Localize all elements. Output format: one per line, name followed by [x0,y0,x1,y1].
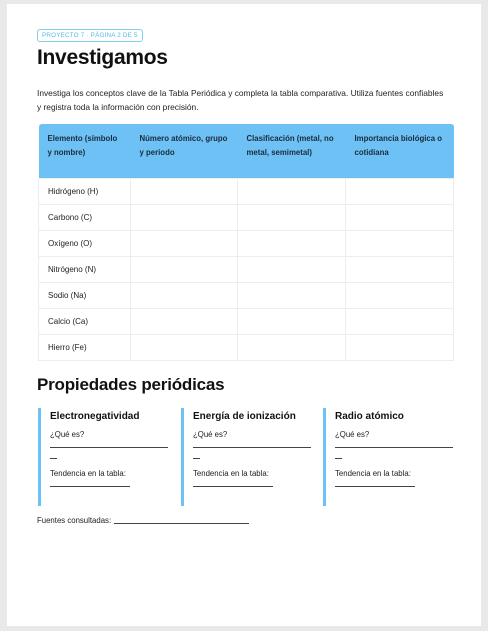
element-cell: Hierro (Fe) [39,334,131,360]
answer-cell[interactable] [346,308,454,334]
sources-label: Fuentes consultadas: [37,516,112,525]
answer-cell[interactable] [131,178,238,204]
property-name: Energía de ionización [193,411,296,422]
table-row [39,334,454,360]
answer-cell[interactable] [131,282,238,308]
answer-cell[interactable] [238,308,346,334]
sources-answer-line[interactable] [114,523,249,524]
question-label: ¿Qué es? [335,430,370,439]
column-header-element: Elemento (símbolo y nombre) [39,124,131,178]
element-cell: Oxígeno (O) [39,230,131,256]
answer-cell[interactable] [131,256,238,282]
trend-answer-line[interactable] [193,486,273,487]
answer-dash [193,454,200,459]
answer-cell[interactable] [238,334,346,360]
table-row [39,282,454,308]
table-row [39,230,454,256]
answer-line[interactable] [193,447,311,448]
property-card-atomic-radius [323,408,449,506]
column-header-classification: Clasificación (metal, no metal, semimetal) [238,124,346,178]
answer-cell[interactable] [238,204,346,230]
worksheet-page [7,4,481,626]
question-label: ¿Qué es? [193,430,228,439]
element-cell: Calcio (Ca) [39,308,131,334]
answer-line[interactable] [335,447,453,448]
property-name: Radio atómico [335,411,404,422]
trend-label: Tendencia en la tabla: [335,469,411,478]
element-cell: Sodio (Na) [39,282,131,308]
sources-field [37,516,249,525]
table-row [39,204,454,230]
answer-cell[interactable] [131,334,238,360]
trend-answer-line[interactable] [50,486,130,487]
answer-dash [50,454,57,459]
answer-cell[interactable] [346,230,454,256]
answer-cell[interactable] [346,178,454,204]
answer-cell[interactable] [346,334,454,360]
trend-label: Tendencia en la tabla: [50,469,126,478]
element-cell: Carbono (C) [39,204,131,230]
question-label: ¿Qué es? [50,430,85,439]
property-card-electronegativity [38,408,164,506]
answer-cell[interactable] [131,308,238,334]
table-row [39,256,454,282]
answer-cell[interactable] [131,204,238,230]
element-cell: Hidrógeno (H) [39,178,131,204]
answer-cell[interactable] [131,230,238,256]
table-row [39,308,454,334]
table-header-row [39,124,454,178]
answer-dash [335,454,342,459]
intro-text: Investiga los conceptos clave de la Tabla Periódica y completa la tabla comparativa. Utiliza fuentes confiables y registra toda la información con precisión. [37,88,444,112]
section-title: Propiedades periódicas [37,375,225,394]
trend-answer-line[interactable] [335,486,415,487]
trend-label: Tendencia en la tabla: [193,469,269,478]
property-card-ionization-energy [181,408,307,506]
column-header-atomic-number: Número atómico, grupo y periodo [131,124,238,178]
table-row [39,178,454,204]
answer-line[interactable] [50,447,168,448]
element-cell: Nitrógeno (N) [39,256,131,282]
page-badge: PROYECTO 7 · PÁGINA 2 DE 5 [37,29,143,42]
answer-cell[interactable] [346,282,454,308]
property-name: Electronegatividad [50,411,140,422]
answer-cell[interactable] [238,282,346,308]
comparison-table [38,124,454,361]
answer-cell[interactable] [238,230,346,256]
answer-cell[interactable] [346,256,454,282]
column-header-importance: Importancia biológica o cotidiana [346,124,454,178]
answer-cell[interactable] [238,178,346,204]
page-title: Investigamos [37,46,168,69]
answer-cell[interactable] [346,204,454,230]
answer-cell[interactable] [238,256,346,282]
